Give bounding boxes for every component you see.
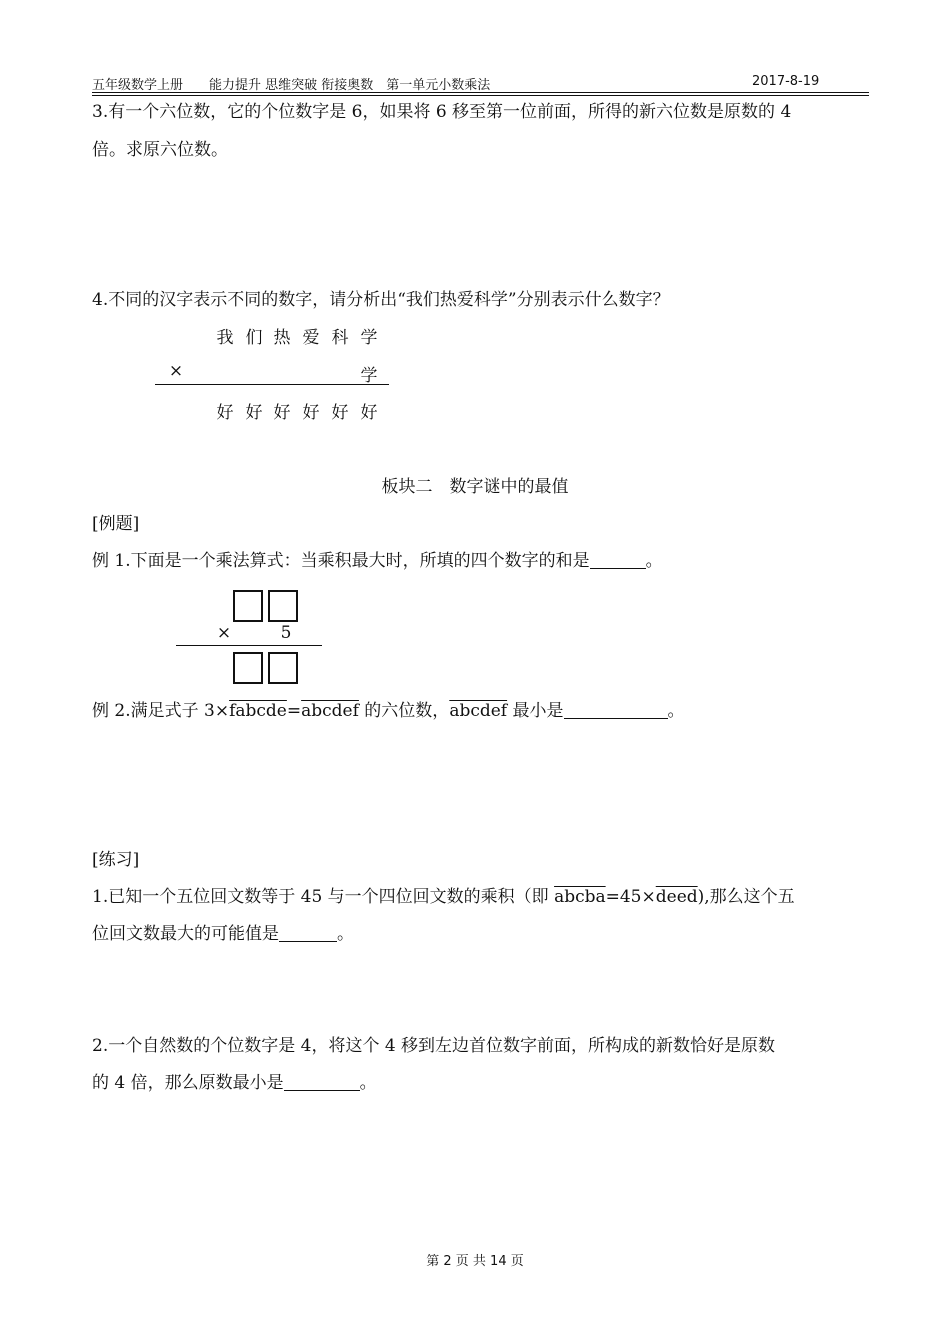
practice1-eq: =45× bbox=[605, 887, 656, 907]
q4-digit-3: 热 bbox=[273, 328, 291, 348]
practice1-end: 。 bbox=[337, 924, 354, 944]
q4-result-1: 好 bbox=[216, 403, 234, 423]
practice1-line2 bbox=[92, 920, 354, 948]
q4-result-4: 好 bbox=[302, 403, 320, 423]
practice1-prefix: 1.已知一个五位回文数等于 45 与一个四位回文数的乘积（即 bbox=[92, 887, 555, 907]
q4-digit-5: 科 bbox=[331, 328, 349, 348]
example2-mid: 的六位数， bbox=[358, 701, 450, 721]
q4-result-3: 好 bbox=[273, 403, 291, 423]
q4-result-6: 好 bbox=[360, 403, 378, 423]
example1-end: 。 bbox=[645, 551, 663, 571]
q4-digit-1: 我 bbox=[216, 328, 234, 348]
practice2-line2 bbox=[92, 1069, 377, 1097]
header-date: 2017-8-19 bbox=[752, 74, 820, 89]
q4-result-5: 好 bbox=[331, 403, 349, 423]
example1-times-sign: × bbox=[216, 623, 232, 643]
header-title: 五年级数学上册 能力提升 思维突破 衔接奥数 第一单元小数乘法 bbox=[92, 78, 491, 93]
practice2-end: 。 bbox=[359, 1073, 377, 1093]
digit-box[interactable] bbox=[268, 590, 298, 622]
example2-end: 。 bbox=[667, 701, 685, 721]
example1-text: 例 1.下面是一个乘法算式：当乘积最大时，所填的四个数字的和是 bbox=[92, 551, 590, 571]
practice1-line2-text: 位回文数最大的可能值是 bbox=[92, 924, 279, 944]
q3-line1: 3.有一个六位数，它的个位数字是 6，如果将 6 移至第一位前面，所得的新六位数是原数的 4 bbox=[92, 102, 792, 122]
q3-line2: 倍。求原六位数。 bbox=[92, 140, 228, 160]
digit-box[interactable] bbox=[233, 652, 263, 684]
digit-box[interactable] bbox=[233, 590, 263, 622]
example2-expr-abcdef: abcdef bbox=[301, 701, 359, 721]
example2-prefix: 例 2.满足式子 3× bbox=[92, 701, 230, 721]
example2-answer-blank[interactable] bbox=[564, 700, 668, 719]
q4-rule bbox=[155, 384, 389, 385]
practice1-line1 bbox=[92, 883, 795, 911]
example1 bbox=[92, 547, 663, 575]
q4-digit-2: 们 bbox=[245, 328, 263, 348]
q4-multiplier: 学 bbox=[360, 366, 378, 386]
q4-text: 4.不同的汉字表示不同的数字，请分析出“我们热爱科学”分别表示什么数字？ bbox=[92, 290, 670, 310]
example1-rule bbox=[176, 645, 322, 646]
example2-expr-abcdef-2: abcdef bbox=[449, 701, 508, 721]
header-rule-thin bbox=[92, 95, 869, 96]
example1-answer-blank[interactable] bbox=[590, 550, 646, 569]
practice1-suffix: ),那么这个五 bbox=[697, 887, 795, 907]
example2-equals: = bbox=[286, 701, 302, 721]
example1-multiplier: 5 bbox=[280, 623, 292, 643]
practice-label: [练习] bbox=[92, 850, 140, 870]
example2 bbox=[92, 697, 685, 725]
header-rule bbox=[92, 92, 869, 93]
example2-expr-fabcde: fabcde bbox=[229, 701, 287, 721]
page-number: 第 2 页 共 14 页 bbox=[426, 1254, 524, 1269]
q4-digit-4: 爱 bbox=[302, 328, 320, 348]
practice2-line2-text: 的 4 倍，那么原数最小是 bbox=[92, 1073, 284, 1093]
q4-result-2: 好 bbox=[245, 403, 263, 423]
example2-suffix: 最小是 bbox=[507, 701, 564, 721]
practice1-expr-abcba: abcba bbox=[554, 887, 606, 907]
practice2-line1: 2.一个自然数的个位数字是 4，将这个 4 移到左边首位数字前面，所构成的新数恰好是原数 bbox=[92, 1036, 776, 1056]
q4-times-sign: × bbox=[168, 361, 184, 381]
practice1-answer-blank[interactable] bbox=[279, 923, 337, 942]
practice1-expr-deed: deed bbox=[655, 887, 698, 907]
examples-label: [例题] bbox=[92, 514, 140, 534]
digit-box[interactable] bbox=[268, 652, 298, 684]
q4-digit-6: 学 bbox=[360, 328, 378, 348]
section-title: 板块二 数字谜中的最值 bbox=[381, 477, 569, 497]
practice2-answer-blank[interactable] bbox=[284, 1072, 360, 1091]
